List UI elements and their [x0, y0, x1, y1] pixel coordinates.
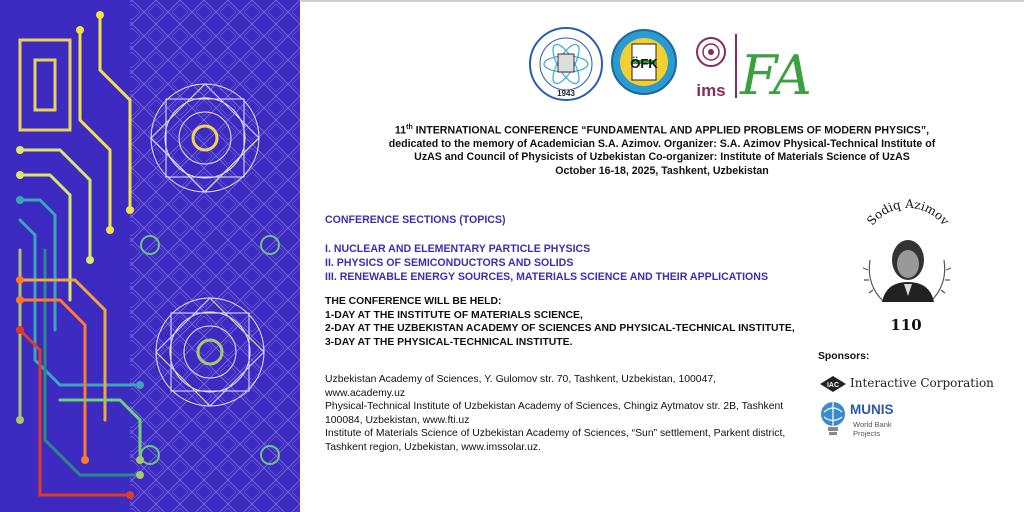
physical-technical-institute-emblem-icon	[530, 28, 602, 100]
sponsor-munis	[818, 400, 938, 442]
venue-item: 3-DAY AT THE PHYSICAL-TECHNICAL INSTITUTE.	[325, 336, 573, 348]
sponsor-iac	[818, 374, 1008, 394]
iac-logo-icon	[818, 375, 848, 393]
section-item: II. PHYSICS OF SEMICONDUCTORS AND SOLIDS	[325, 257, 574, 270]
venue-item: 2-DAY AT THE UZBEKISTAN ACADEMY OF SCIENCES AND PHYSICAL-TECHNICAL INSTITUTE,	[325, 323, 795, 335]
ofk-emblem-icon	[612, 30, 676, 94]
section-item: I. NUCLEAR AND ELEMENTARY PARTICLE PHYSICS	[325, 243, 591, 255]
munis-name: MUNIS	[850, 402, 894, 417]
iac-name: Interactive Corporation	[850, 376, 994, 390]
munis-subtitle: World Bank Projects	[853, 420, 892, 438]
sections-list	[325, 242, 768, 285]
sponsors-label: Sponsors:	[818, 351, 870, 362]
anniversary-number: 110	[890, 316, 922, 334]
ofk-label: ÖFK	[630, 56, 658, 71]
institution-addresses	[325, 373, 795, 455]
emblem-year: 1943	[557, 89, 575, 98]
svg-text:IAC: IAC	[826, 382, 840, 389]
ims-label: ims	[696, 81, 726, 100]
title-line-3: UzAS and Council of Physicists of Uzbekistan Co-organizer: Institute of Materials Science of UzAS	[414, 151, 910, 164]
circuit-pattern-graphic	[0, 0, 300, 512]
circuit-artwork-panel	[0, 0, 300, 512]
portrait-name-arc: Sodiq Azimov	[864, 196, 953, 228]
title-line-1: 11th INTERNATIONAL CONFERENCE “FUNDAMENTAL AND APPLIED PROBLEMS OF MODERN PHYSICS”,	[394, 124, 930, 137]
fa-label: FA	[740, 44, 812, 104]
address-item: Physical-Technical Institute of Uzbekistan Academy of Sciences, Chingiz Aytmatov str. 2B, Tashkent 100084, Uzbekistan, www.fti.uz	[325, 401, 784, 426]
munis-lightbulb-icon	[818, 400, 848, 440]
conference-title	[332, 121, 992, 178]
sections-heading: CONFERENCE SECTIONS (TOPICS)	[325, 214, 506, 226]
address-item: Uzbekistan Academy of Sciences, Y. Gulomov str. 70, Tashkent, Uzbekistan, 100047, www.academy.uz	[325, 374, 717, 399]
person-silhouette-icon	[882, 240, 934, 302]
address-item: Institute of Materials Science of Uzbekistan Academy of Sciences, “Sun” settlement, Parkent district, Tashkent region, Uzbekistan, www.imssolar.uz.	[325, 428, 786, 453]
organizer-logos	[526, 24, 816, 104]
section-item: III. RENEWABLE ENERGY SOURCES, MATERIALS SCIENCE AND THEIR APPLICATIONS	[325, 271, 769, 284]
venue-item: 1-DAY AT THE INSTITUTE OF MATERIALS SCIENCE,	[325, 309, 583, 321]
title-line-4: October 16-18, 2025, Tashkent, Uzbekistan	[555, 164, 769, 177]
venue-heading: THE CONFERENCE WILL BE HELD:	[325, 296, 502, 307]
venue-schedule	[325, 295, 795, 349]
ims-logo-icon	[696, 34, 737, 100]
top-border	[300, 0, 1024, 2]
fa-logo-icon	[739, 44, 812, 104]
title-line-2: dedicated to the memory of Academician S.A. Azimov. Organizer: S.A. Azimov Physical-Technical Institute of	[388, 137, 936, 150]
